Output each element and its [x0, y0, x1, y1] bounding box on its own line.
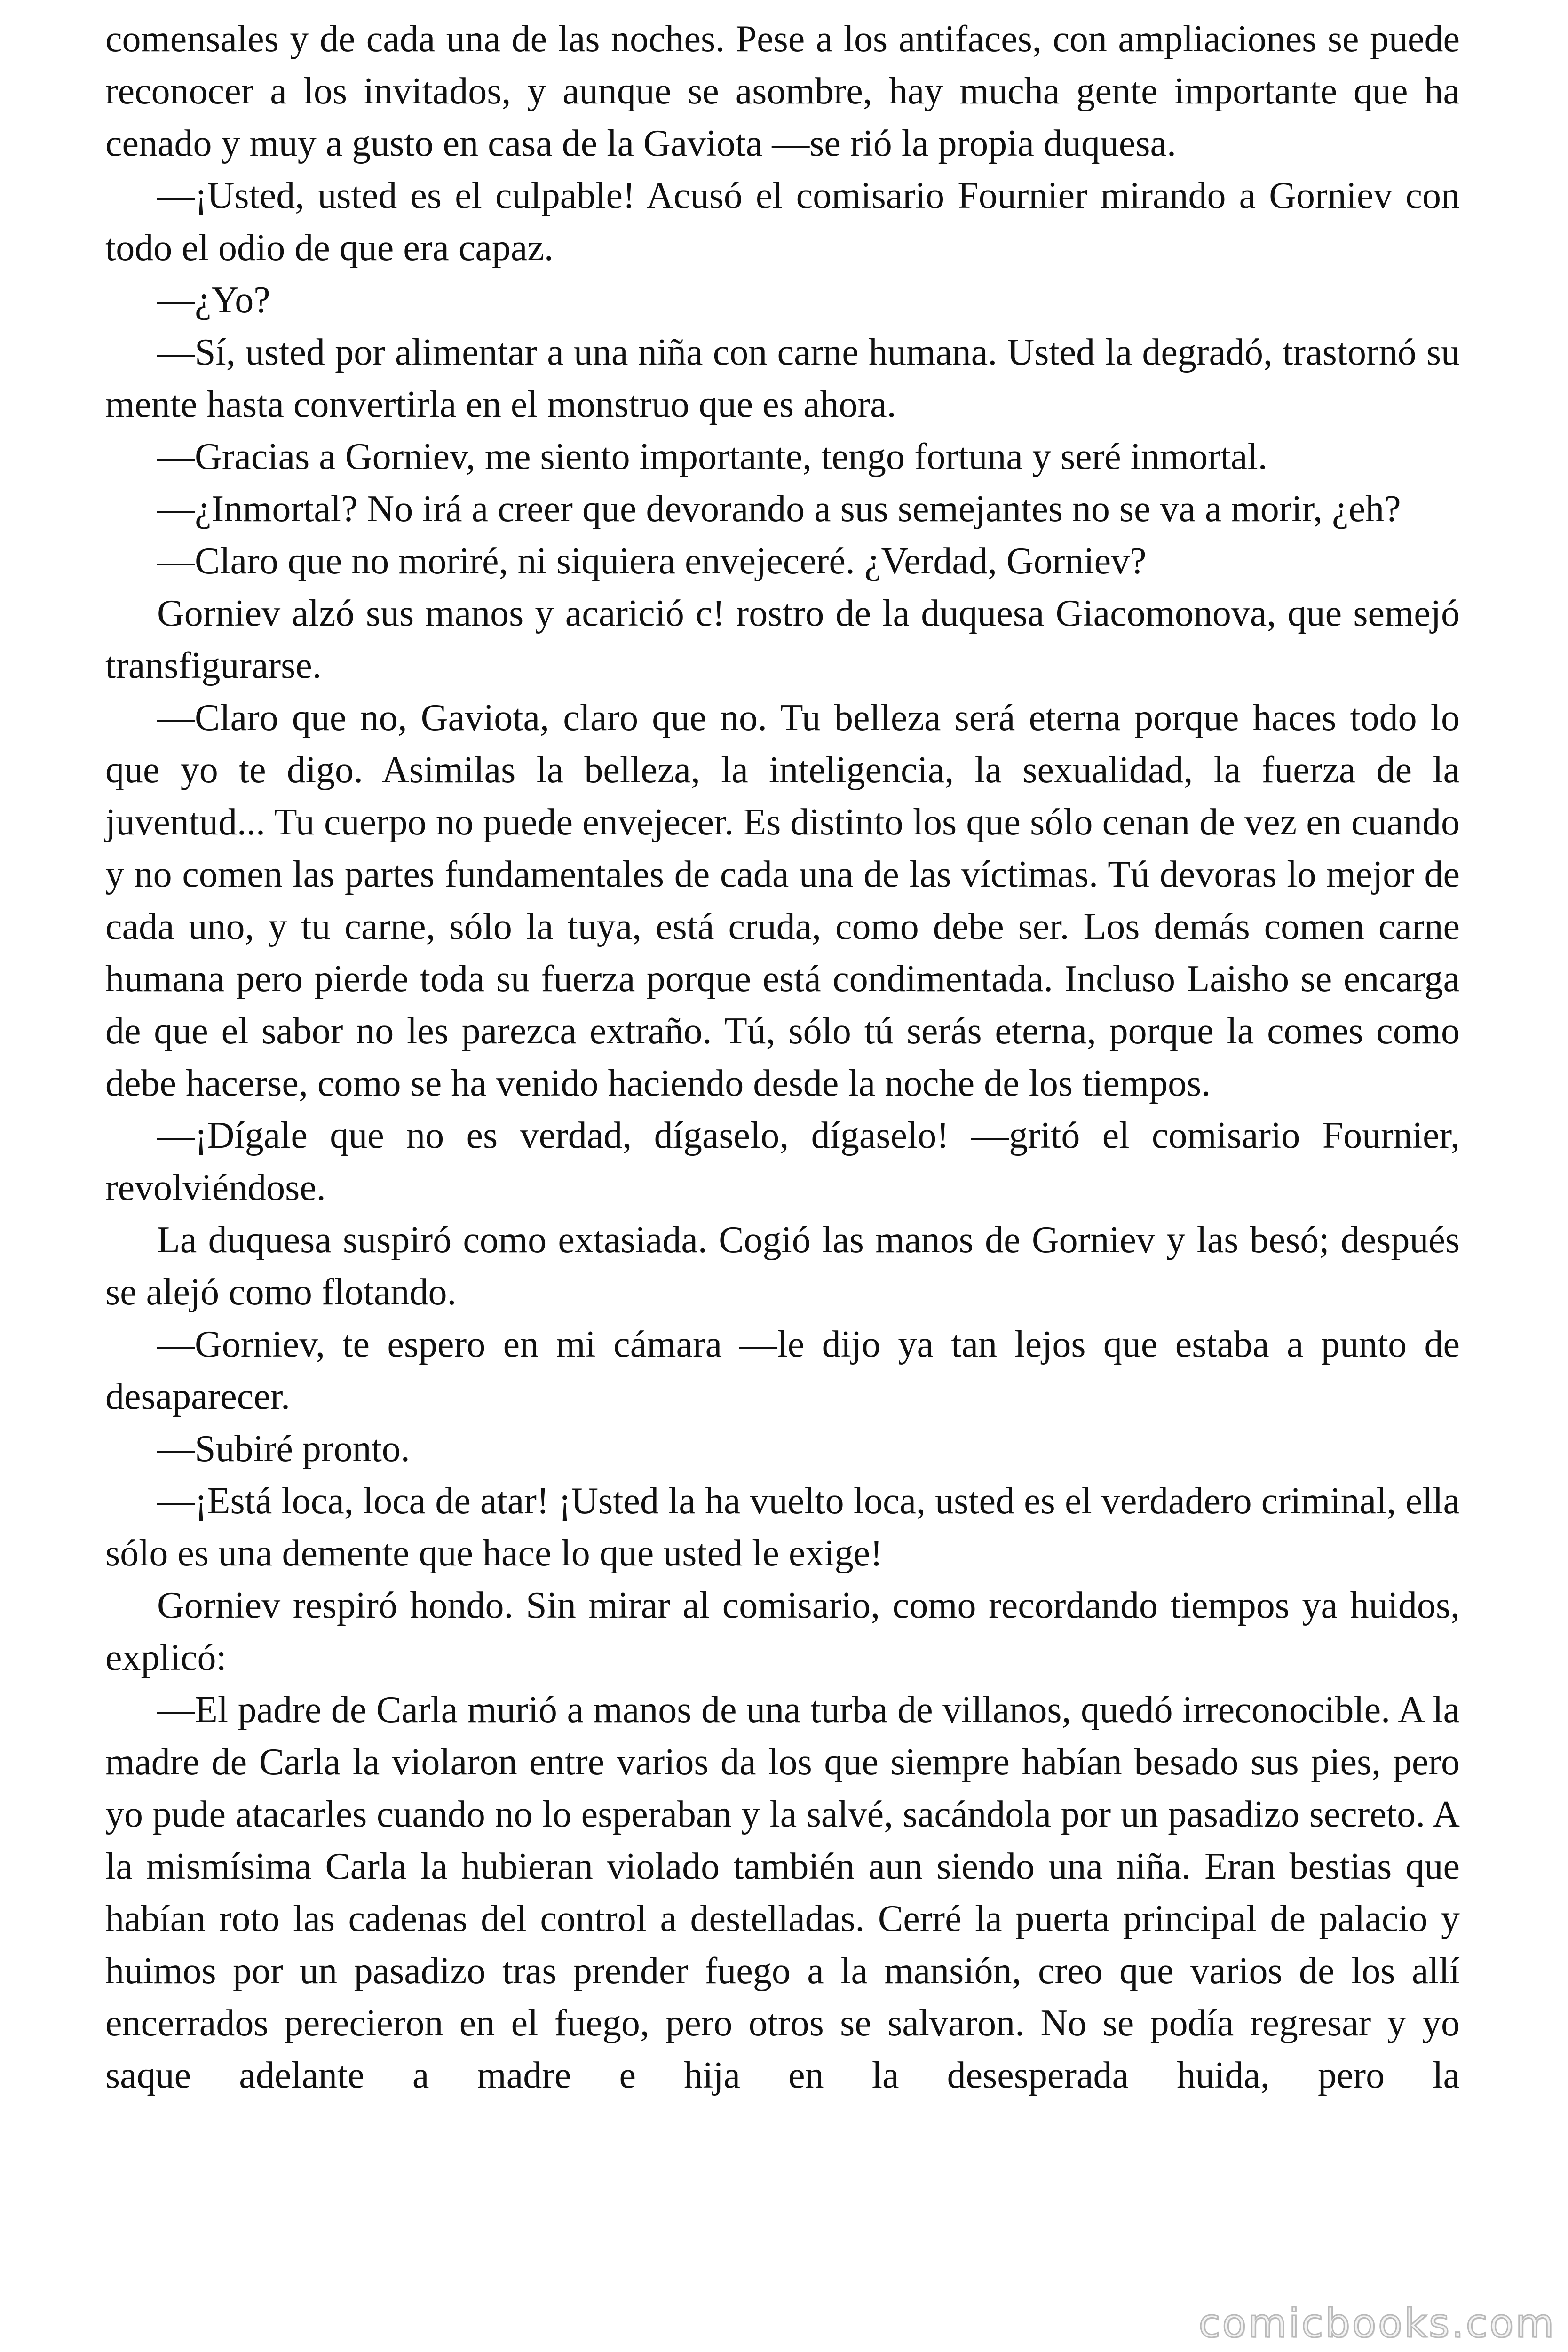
- paragraph: —¡Dígale que no es verdad, dígaselo, dígaselo! —gritó el comisario Fournier, revolviéndose.: [105, 1115, 1460, 1208]
- watermark-logo: comicbooks.com: [1198, 2300, 1556, 2346]
- paragraph: Gorniev alzó sus manos y acarició c! rostro de la duquesa Giacomonova, que semejó transfigurarse.: [105, 593, 1460, 686]
- paragraph: —Sí, usted por alimentar a una niña con carne humana. Usted la degradó, trastornó su mente hasta convertirla en el monstruo que es ahora.: [105, 332, 1460, 425]
- paragraph: —¿Yo?: [157, 279, 270, 321]
- paragraph: —¿Inmortal? No irá a creer que devorando a sus semejantes no se va a morir, ¿eh?: [157, 488, 1401, 530]
- paragraph: —Claro que no, Gaviota, claro que no. Tu belleza será eterna porque haces todo lo que yo te digo. Asimilas la belleza, la inteligencia, la sexualidad, la fuerza de la juventud... Tu cuerpo no puede envejecer. Es distinto los que sólo cenan de vez en cuando y no comen las partes fundamentales de cada una de las víctimas. Tú devoras lo mejor de cada uno, y tu carne, sólo la tuya, está cruda, como debe ser. Los demás comen carne humana pero pierde toda su fuerza porque está condimentada. Incluso Laisho se encarga de que el sabor no les parezca extraño. Tú, sólo tú serás eterna, porque la comes como debe hacerse, como se ha venido haciendo desde la noche de los tiempos.: [105, 697, 1460, 1104]
- paragraph: —Gracias a Gorniev, me siento importante, tengo fortuna y seré inmortal.: [157, 436, 1267, 477]
- paragraph: —Subiré pronto.: [157, 1428, 410, 1470]
- paragraph: —El padre de Carla murió a manos de una turba de villanos, quedó irreconocible. A la madre de Carla la violaron entre varios da los que siempre habían besado sus pies, pero yo pude atacarles cuando no lo esperaban y la salvé, sacándola por un pasadizo secreto. A la mismísima Carla la hubieran violado también aun siendo una niña. Eran bestias que habían roto las cadenas del control a destelladas. Cerré la puerta principal de palacio y huimos por un pasadizo tras prender fuego a la mansión, creo que varios de los allí encerrados perecieron en el fuego, pero otros se salvaron. No se podía regresar y yo saque adelante a madre e hija en la desesperada huida, pero la: [105, 1689, 1460, 2096]
- paragraph: —Claro que no moriré, ni siquiera envejeceré. ¿Verdad, Gorniev?: [157, 540, 1147, 582]
- paragraph: comensales y de cada una de las noches. Pese a los antifaces, con ampliaciones se puede reconocer a los invitados, y aunque se asombre, hay mucha gente importante que ha cenado y muy a gusto en casa de la Gaviota —se rió la propia duquesa.: [105, 18, 1460, 164]
- paragraph: Gorniev respiró hondo. Sin mirar al comisario, como recordando tiempos ya huidos, explicó:: [105, 1585, 1460, 1678]
- paragraph: —¡Está loca, loca de atar! ¡Usted la ha vuelto loca, usted es el verdadero criminal, ella sólo es una demente que hace lo que usted le exige!: [105, 1480, 1460, 1574]
- paragraph: —Gorniev, te espero en mi cámara —le dijo ya tan lejos que estaba a punto de desaparecer.: [105, 1324, 1460, 1417]
- paragraph: La duquesa suspiró como extasiada. Cogió las manos de Gorniev y las besó; después se alejó como flotando.: [105, 1219, 1460, 1313]
- paragraph: —¡Usted, usted es el culpable! Acusó el comisario Fournier mirando a Gorniev con todo el odio de que era capaz.: [105, 175, 1460, 269]
- book-page: [105, 13, 1460, 2102]
